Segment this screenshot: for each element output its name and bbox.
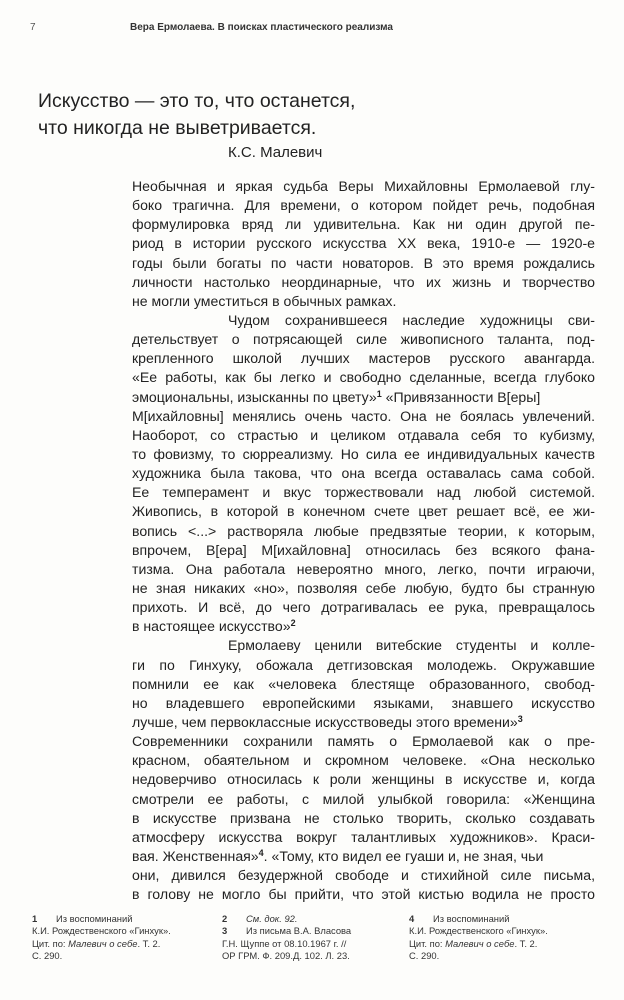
footnote-text: . Т. 2. bbox=[137, 937, 161, 949]
epigraph-line: Искусство — это то, что останется, bbox=[38, 90, 356, 112]
text-line: годы были богаты по части новаторов. В это время рождались bbox=[132, 254, 595, 271]
text-line: М[ихайловны] менялись очень часто. Она не боялась увлечений. bbox=[132, 407, 595, 424]
text-line: впрочем, В[ера] М[ихайловна] относилась без всякого фана- bbox=[132, 541, 595, 558]
text-line: тизма. Она работала невероятно много, легко, почти играючи, bbox=[132, 560, 595, 577]
epigraph bbox=[38, 88, 458, 142]
footnote-text: Из письма В.А. Власова bbox=[246, 925, 352, 937]
footnote-ref: 1 bbox=[376, 388, 382, 399]
footnote-ref: 2 bbox=[290, 618, 296, 629]
text-line: прихоть. И всё, до чего дотрагивалась ее рука, превращалось bbox=[132, 599, 595, 616]
text-line: Современники сохранили память о Ермолаевой как о пре- bbox=[132, 733, 595, 750]
text-line: Необычная и яркая судьба Веры Михайловны Ермолаевой глу- bbox=[132, 178, 595, 194]
footnote-number: 3 bbox=[222, 925, 228, 937]
text-line: помнили ее как «человека блестяще образованного, свобод- bbox=[132, 675, 595, 692]
footnote-text: Г.Н. Щуппе от 08.10.1967 г. // bbox=[222, 937, 347, 949]
text-fragment: «Привязанности В[еры] bbox=[381, 388, 541, 405]
footnote-source-title: Малевич о себе bbox=[445, 937, 515, 949]
page-number: 7 bbox=[30, 22, 36, 33]
epigraph-author: К.С. Малевич bbox=[228, 144, 323, 161]
text-line: Ермолаеву ценили витебские студенты и колле- bbox=[228, 637, 595, 654]
footnote-text: Цит. по: bbox=[32, 937, 69, 949]
footnote-2-3 bbox=[222, 913, 351, 962]
footnote-text: . Т. 2. bbox=[514, 937, 538, 949]
footnote-text: См. док. 92. bbox=[246, 913, 298, 924]
text-line: боко трагична. Для времени, о котором пойдет речь, подобная bbox=[132, 197, 595, 214]
footnote-4 bbox=[409, 913, 548, 962]
footnote-text: Из воспоминаний bbox=[433, 913, 510, 924]
footnote-number: 1 bbox=[32, 913, 38, 924]
body-text bbox=[132, 177, 595, 904]
text-fragment: . «Тому, кто видел ее гуаши и, не зная, чьи bbox=[263, 847, 544, 864]
text-line: личности настолько неординарные, что их жизнь и творчество bbox=[132, 273, 595, 290]
text-line: Наоборот, со страстью и целиком отдавала себя то кубизму, bbox=[132, 426, 595, 443]
footnote-ref: 4 bbox=[258, 847, 264, 858]
text-line: вопись <...> растворяла любые предвзятые теории, к которым, bbox=[132, 522, 595, 539]
text-line: детельствует о потрясающей силе живописного таланта, под- bbox=[132, 331, 595, 348]
text-line: художника была такова, что она всегда оставалась сама собой. bbox=[132, 465, 595, 482]
text-line: не зная никаких «но», позволяя себе любую, будто бы странную bbox=[132, 579, 595, 596]
footnote-text: С. 290. bbox=[409, 949, 440, 961]
text-line: «Ее работы, как бы легко и свободно сделанные, всегда глубоко bbox=[132, 369, 595, 386]
text-line: Ее темперамент и вкус торжествовали над любой системой. bbox=[132, 484, 595, 501]
text-line: крепленного школой лучших мастеров русского авангарда. bbox=[132, 350, 595, 367]
footnote-text: Цит. по: bbox=[409, 937, 446, 949]
text-fragment: эмоциональны, изысканны по цвету» bbox=[132, 388, 377, 405]
running-title: Вера Ермолаева. В поисках пластического реализма bbox=[130, 22, 393, 33]
text-fragment: в настоящее искусство» bbox=[132, 618, 291, 635]
footnote-number: 2 bbox=[222, 913, 228, 924]
text-line: они, дивился безудержной свободе и стихийной силе письма, bbox=[132, 867, 595, 884]
footnote-text: ОР ГРМ. Ф. 209.Д. 102. Л. 23. bbox=[222, 949, 350, 961]
text-line bbox=[132, 617, 595, 636]
footnote-source-title: Малевич о себе bbox=[68, 937, 138, 949]
text-line: недоверчиво относилась к роли женщины в искусстве и, когда bbox=[132, 771, 595, 788]
text-line: риод в истории русского искусства XX века, 1910-е — 1920-е bbox=[132, 235, 595, 252]
text-line: атмосферу искусства вокруг талантливых художников». Краси- bbox=[132, 828, 595, 845]
text-line bbox=[132, 713, 595, 732]
footnote-ref: 3 bbox=[517, 713, 523, 724]
text-line: но владевшего европейскими языками, знавшего искусство bbox=[132, 694, 595, 711]
text-line: красном, обаятельном и скромном человеке. «Она несколько bbox=[132, 752, 595, 769]
page-header bbox=[0, 0, 624, 40]
footnote-text: К.И. Рождественского «Гинхук». bbox=[409, 925, 548, 937]
footnote-text: Из воспоминаний bbox=[56, 913, 133, 924]
text-line bbox=[132, 847, 595, 866]
footnote-text: К.И. Рождественского «Гинхук». bbox=[32, 925, 171, 937]
text-line: то фовизму, то сюрреализму. Но сила ее индивидуальных качеств bbox=[132, 445, 595, 462]
footnote-1 bbox=[32, 913, 171, 962]
text-line: не могли уместиться в обычных рамках. bbox=[132, 292, 397, 309]
text-fragment: вая. Женственная» bbox=[132, 847, 259, 864]
text-line: в искусстве призвана не столько творить, сколько создавать bbox=[132, 809, 595, 826]
text-fragment: лучше, чем первоклассные искусствоведы этого времени» bbox=[132, 713, 518, 730]
text-line: в голову не могло бы прийти, что этой кистью водила не просто bbox=[132, 886, 595, 903]
text-line: Чудом сохранившееся наследие художницы сви- bbox=[228, 311, 595, 328]
footnote-number: 4 bbox=[409, 913, 415, 924]
text-line: ги по Гинхуку, обожала детгизовская молодежь. Окружавшие bbox=[132, 656, 595, 673]
text-line: смотрели ее работы, с милой улыбкой говорила: «Женщина bbox=[132, 790, 595, 807]
epigraph-line: что никогда не выветривается. bbox=[38, 117, 317, 139]
footnote-text: С. 290. bbox=[32, 949, 63, 961]
text-line: Живопись, в которой в конечном счете цвет решает всё, ее жи- bbox=[132, 503, 595, 520]
text-line: формулировка вряд ли удивительна. Как ни один другой пе- bbox=[132, 216, 595, 233]
text-line bbox=[132, 388, 595, 407]
